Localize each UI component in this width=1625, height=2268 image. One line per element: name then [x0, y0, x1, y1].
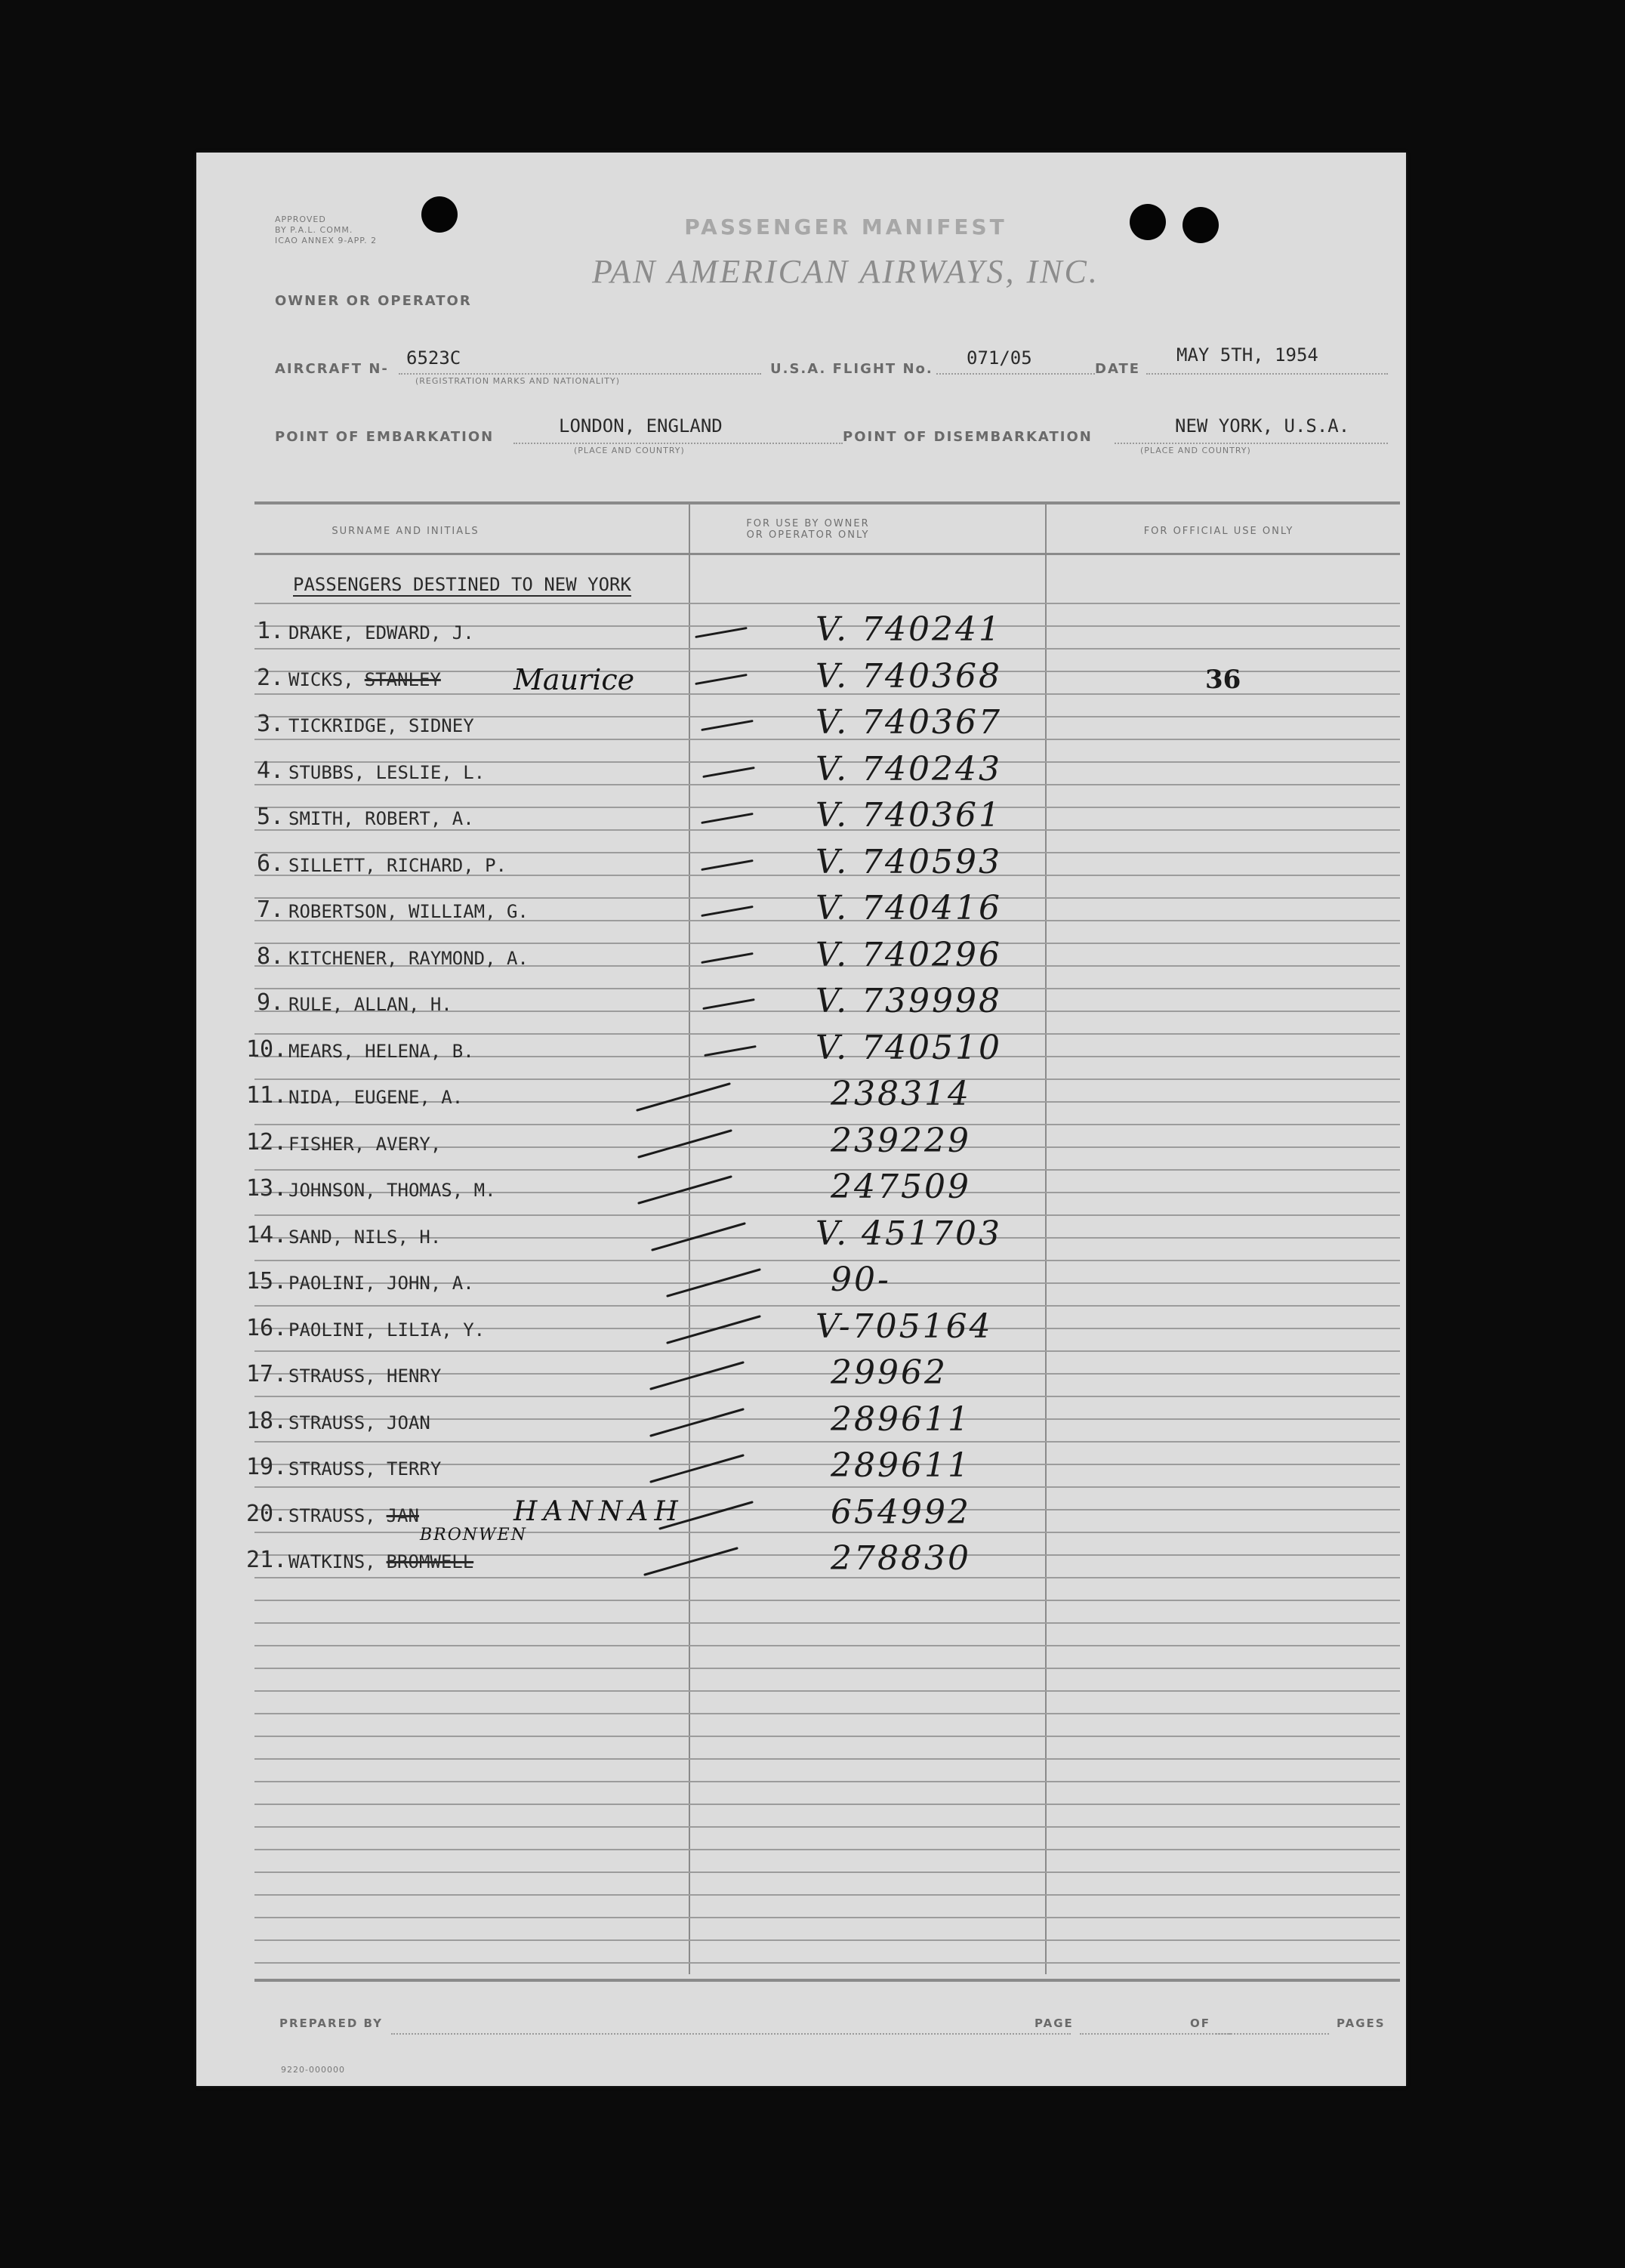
ruled-line	[254, 603, 1400, 604]
passenger-name-text: WICKS,	[288, 668, 354, 690]
passenger-number: 16.	[246, 1314, 288, 1341]
passenger-reference: V. 740241	[816, 610, 1003, 649]
ruled-line	[254, 1939, 1400, 1941]
passenger-name-text: PAOLINI, LILIA, Y.	[288, 1319, 486, 1341]
passenger-number: 1.	[257, 618, 285, 644]
passenger-name	[288, 1365, 441, 1387]
struck-given-name: STANLEY	[364, 668, 441, 690]
passenger-name-text: SILLETT, RICHARD, P.	[288, 854, 507, 876]
passenger-row	[196, 935, 1405, 984]
passenger-row	[196, 1168, 1405, 1216]
passenger-reference: V. 740510	[816, 1028, 1003, 1067]
passenger-reference: V-705164	[816, 1307, 993, 1346]
ruled-line	[254, 1804, 1400, 1805]
passenger-reference: V. 740368	[816, 656, 1003, 696]
flight-label: U.S.A. FLIGHT No.	[770, 361, 933, 377]
ruled-line	[254, 1758, 1400, 1760]
aircraft-label: AIRCRAFT N-	[275, 361, 389, 377]
check-mark	[701, 813, 753, 824]
passenger-row	[196, 610, 1405, 659]
ruled-line	[254, 1668, 1400, 1669]
check-mark	[695, 627, 747, 638]
check-mark	[701, 952, 753, 963]
passenger-row	[196, 982, 1405, 1030]
passenger-row	[196, 796, 1405, 844]
passenger-name-text: JOHNSON, THOMAS, M.	[288, 1180, 496, 1201]
passenger-name	[288, 762, 485, 783]
check-mark	[701, 859, 753, 870]
check-mark	[704, 1045, 756, 1056]
passenger-row	[196, 1028, 1405, 1077]
passenger-name-text: DRAKE, EDWARD, J.	[288, 622, 474, 643]
ruled-line	[254, 1894, 1400, 1896]
passenger-row	[196, 1121, 1405, 1170]
passenger-number: 3.	[257, 711, 285, 737]
check-mark	[702, 998, 754, 1010]
passenger-number: 12.	[246, 1128, 288, 1156]
passenger-row	[196, 656, 1405, 705]
ruled-line	[254, 1849, 1400, 1850]
passenger-number: 20.	[246, 1500, 288, 1527]
passenger-reference: V. 740296	[816, 935, 1003, 974]
passenger-reference: 29962	[831, 1353, 948, 1392]
passenger-reference: V. 740243	[816, 749, 1003, 788]
passenger-row	[196, 1261, 1405, 1309]
check-mark	[649, 1361, 745, 1390]
passenger-row	[196, 703, 1405, 751]
passenger-row	[196, 1526, 1405, 1588]
check-mark	[695, 673, 747, 684]
check-mark	[666, 1315, 761, 1344]
passenger-name	[288, 1458, 441, 1480]
date-label: DATE	[1095, 361, 1141, 377]
passenger-name-text: SMITH, ROBERT, A.	[288, 808, 474, 829]
passenger-name	[288, 1087, 463, 1108]
passenger-name	[288, 1273, 474, 1294]
check-mark	[649, 1454, 745, 1483]
passenger-name	[288, 1551, 473, 1572]
punch-hole	[421, 196, 458, 233]
check-mark	[651, 1222, 746, 1251]
ruled-line	[254, 1713, 1400, 1714]
col-surname-header: SURNAME AND INITIALS	[331, 526, 479, 537]
passenger-row	[196, 749, 1405, 798]
passenger-name	[288, 669, 441, 690]
passenger-name-text: STRAUSS, HENRY	[288, 1365, 442, 1387]
ruled-line	[254, 1826, 1400, 1828]
company-name: PAN AMERICAN AIRWAYS, INC.	[592, 253, 1099, 290]
check-mark	[666, 1268, 761, 1298]
passenger-name	[288, 1227, 441, 1248]
ruled-line	[254, 1600, 1400, 1601]
registration-note: (REGISTRATION MARKS AND NATIONALITY)	[415, 376, 621, 386]
passenger-name	[288, 1505, 419, 1526]
passenger-name	[288, 715, 474, 736]
of-label: OF	[1190, 2017, 1210, 2030]
passenger-number: 13.	[246, 1175, 288, 1202]
check-mark	[702, 766, 754, 777]
passenger-name-text: SAND, NILS, H.	[288, 1226, 442, 1248]
passenger-name-text: TICKRIDGE, SIDNEY	[288, 715, 474, 736]
check-mark	[643, 1547, 738, 1576]
prepared-field	[391, 2018, 1071, 2035]
embark-value: LONDON, ENGLAND	[559, 415, 723, 437]
check-mark	[636, 1082, 731, 1112]
passenger-reference: V. 451703	[816, 1214, 1003, 1253]
passenger-reference: V. 739998	[816, 982, 1003, 1020]
passenger-reference: 289611	[831, 1446, 971, 1485]
col-official-header: FOR OFFICIAL USE ONLY	[1143, 526, 1294, 537]
passenger-name	[288, 948, 529, 969]
passenger-name-text: STUBBS, LESLIE, L.	[288, 761, 486, 783]
date-value: MAY 5TH, 1954	[1176, 344, 1318, 366]
passenger-name-text: ROBERTSON, WILLIAM, G.	[288, 901, 529, 922]
struck-given-name: BROMWELL	[386, 1551, 474, 1572]
passenger-number: 17.	[246, 1361, 288, 1387]
handwritten-correction: BRONWEN	[420, 1526, 527, 1544]
flight-value: 071/05	[967, 347, 1032, 369]
passenger-row	[196, 1214, 1405, 1263]
disembark-field	[1115, 415, 1388, 444]
table-top-rule	[254, 501, 1400, 505]
ruled-line	[254, 1917, 1400, 1918]
approval-stamp: APPROVED BY P.A.L. COMM. ICAO ANNEX 9-APP. 2	[275, 214, 378, 245]
passenger-name-text: STRAUSS,	[288, 1504, 376, 1526]
disembark-value: NEW YORK, U.S.A.	[1175, 415, 1350, 437]
passenger-reference: V. 740367	[816, 703, 1003, 742]
passenger-name-text: NIDA, EUGENE, A.	[288, 1087, 464, 1108]
check-mark	[649, 1408, 745, 1437]
passenger-number: 7.	[257, 896, 285, 923]
embark-note: (PLACE AND COUNTRY)	[574, 446, 685, 455]
handwritten-correction: Maurice	[513, 662, 635, 696]
embark-field	[513, 415, 843, 444]
passenger-number: 9.	[257, 989, 285, 1016]
ruled-line	[254, 1645, 1400, 1646]
passenger-number: 18.	[246, 1407, 288, 1434]
form-code: 9220-000000	[281, 2065, 345, 2075]
date-field	[1146, 344, 1388, 375]
passenger-name	[288, 1134, 441, 1155]
passenger-name-text: STRAUSS, JOAN	[288, 1412, 430, 1433]
passenger-name	[288, 994, 452, 1015]
header-bottom-rule	[254, 553, 1400, 555]
passenger-number: 21.	[246, 1547, 288, 1573]
passenger-reference: V. 740416	[816, 889, 1003, 927]
passenger-number: 4.	[257, 757, 285, 784]
aircraft-value: 6523C	[406, 347, 461, 369]
manifest-page	[196, 153, 1406, 2086]
passenger-number: 2.	[257, 664, 285, 691]
embark-label: POINT OF EMBARKATION	[275, 429, 495, 445]
passenger-name-text: WATKINS,	[288, 1551, 376, 1572]
passenger-row	[196, 1492, 1405, 1541]
passenger-reference: 654992	[831, 1492, 971, 1532]
disembark-label: POINT OF DISEMBARKATION	[843, 429, 1093, 445]
ruled-line	[254, 1690, 1400, 1692]
passenger-name	[288, 1319, 485, 1341]
passenger-reference: 239229	[831, 1121, 971, 1160]
passenger-name-text: MEARS, HELENA, B.	[288, 1040, 474, 1062]
passenger-name	[288, 901, 529, 922]
passenger-reference: 238314	[831, 1075, 971, 1113]
passenger-number: 10.	[246, 1035, 288, 1063]
ruled-line	[254, 1962, 1400, 1964]
prepared-label: PREPARED BY	[279, 2017, 383, 2030]
check-mark	[637, 1129, 732, 1159]
passenger-row	[196, 1075, 1405, 1123]
passenger-name	[288, 1412, 430, 1433]
punch-hole	[1130, 204, 1166, 240]
passenger-number: 8.	[257, 943, 285, 970]
check-mark	[701, 906, 753, 917]
ruled-line	[254, 1871, 1400, 1873]
passenger-reference: 289611	[831, 1399, 971, 1439]
col-owner-header: FOR USE BY OWNER OR OPERATOR ONLY	[746, 518, 870, 541]
passenger-row	[196, 842, 1405, 891]
ruled-line	[254, 1622, 1400, 1624]
passenger-name	[288, 1180, 496, 1201]
table-bottom-rule	[254, 1979, 1400, 1982]
passenger-reference: 247509	[831, 1168, 971, 1206]
passenger-number: 5.	[257, 804, 285, 830]
handwritten-correction: HANNAH	[513, 1495, 684, 1527]
check-mark	[637, 1175, 732, 1205]
passenger-row	[196, 1446, 1405, 1495]
passenger-number: 11.	[246, 1082, 288, 1109]
passenger-row	[196, 1399, 1405, 1449]
passenger-row	[196, 889, 1405, 937]
ruled-line	[254, 1781, 1400, 1782]
flight-field	[936, 347, 1095, 375]
passenger-number: 19.	[246, 1454, 288, 1480]
pages-field	[1216, 2018, 1329, 2035]
passenger-number: 14.	[246, 1221, 288, 1248]
struck-given-name: JAN	[386, 1504, 419, 1526]
passenger-name	[288, 808, 474, 829]
owner-label: OWNER OR OPERATOR	[275, 293, 472, 309]
official-entry: 36	[1205, 664, 1241, 695]
section-heading: PASSENGERS DESTINED TO NEW YORK	[293, 574, 631, 595]
ruled-line	[254, 1736, 1400, 1737]
passenger-name	[288, 622, 474, 643]
passenger-name-text: STRAUSS, TERRY	[288, 1458, 442, 1480]
passenger-name	[288, 1041, 474, 1062]
disembark-note: (PLACE AND COUNTRY)	[1140, 446, 1251, 455]
passenger-number: 15.	[246, 1268, 288, 1294]
passenger-reference: 278830	[831, 1539, 971, 1578]
passenger-name-text: FISHER, AVERY,	[288, 1133, 442, 1155]
passenger-row	[196, 1307, 1405, 1356]
form-title: PASSENGER MANIFEST	[684, 214, 1007, 239]
pages-label: PAGES	[1337, 2017, 1386, 2030]
passenger-reference: V. 740593	[816, 842, 1003, 881]
page-label: PAGE	[1035, 2017, 1074, 2030]
passenger-name	[288, 855, 507, 876]
passenger-name-text: KITCHENER, RAYMOND, A.	[288, 947, 529, 969]
punch-hole	[1183, 207, 1219, 243]
passenger-reference: V. 740361	[816, 796, 1003, 835]
passenger-name-text: PAOLINI, JOHN, A.	[288, 1273, 474, 1294]
passenger-reference: 90-	[831, 1261, 891, 1299]
passenger-name-text: RULE, ALLAN, H.	[288, 994, 452, 1015]
passenger-number: 6.	[257, 850, 285, 877]
aircraft-field	[399, 347, 761, 375]
passenger-row	[196, 1353, 1405, 1402]
check-mark	[701, 720, 753, 731]
